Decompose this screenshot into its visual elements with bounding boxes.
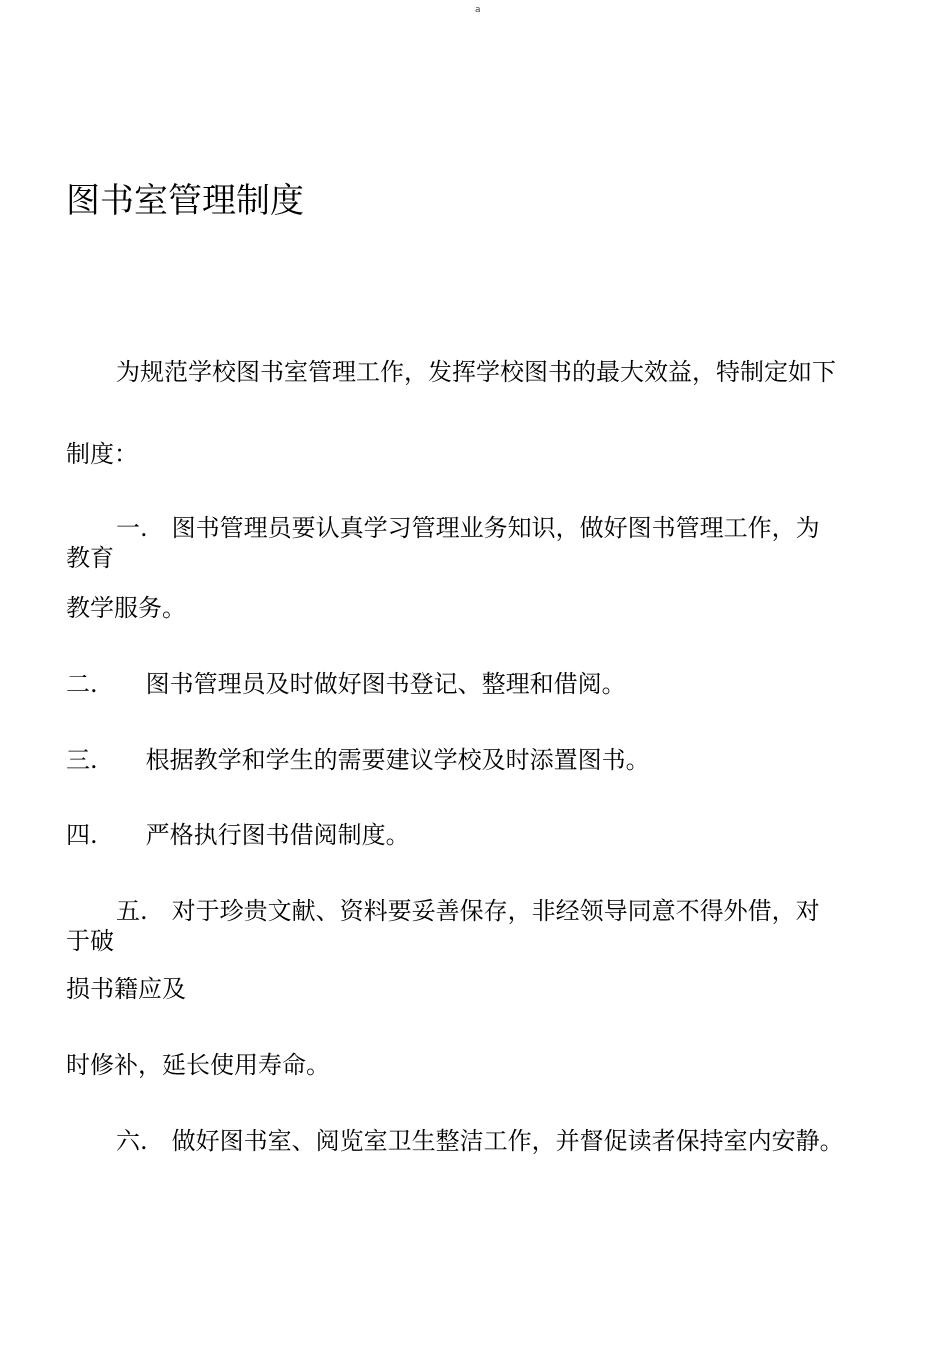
- item-5-line-4: 时修补，延长使用寿命。: [66, 1051, 330, 1079]
- item-6-line: 六. 做好图书室、阅览室卫生整洁工作，并督促读者保持室内安静。: [116, 1127, 844, 1155]
- header-mark: a: [475, 5, 481, 15]
- item-5-line-3: 损书籍应及: [66, 975, 186, 1003]
- item-5-line-1: 五. 对于珍贵文献、资料要妥善保存，非经领导同意不得外借，对: [116, 897, 820, 925]
- item-1-line-2: 教育: [66, 544, 114, 572]
- item-3-line: 三. 根据教学和学生的需要建议学校及时添置图书。: [66, 746, 650, 774]
- item-1-line-3: 教学服务。: [66, 594, 186, 622]
- item-2-line: 二. 图书管理员及时做好图书登记、整理和借阅。: [66, 670, 626, 698]
- page-title: 图书室管理制度: [66, 181, 304, 221]
- item-5-line-2: 于破: [66, 927, 114, 955]
- item-4-line: 四. 严格执行图书借阅制度。: [66, 821, 410, 849]
- intro-line-1: 为规范学校图书室管理工作，发挥学校图书的最大效益，特制定如下: [116, 358, 836, 386]
- item-1-line-1: 一. 图书管理员要认真学习管理业务知识，做好图书管理工作，为: [116, 514, 820, 542]
- intro-line-2: 制度：: [66, 440, 138, 468]
